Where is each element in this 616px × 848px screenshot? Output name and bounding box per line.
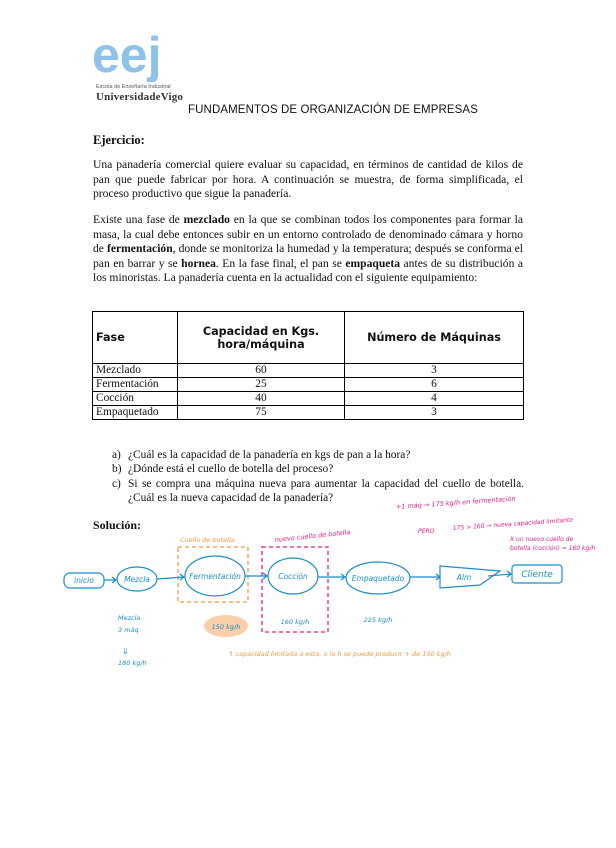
new-capacity-note-1: 175 > 160 ⇒ nueva capacidad limitante bbox=[452, 516, 574, 532]
node-coccion-label: Cocción bbox=[278, 572, 308, 581]
question-marker: b) bbox=[112, 463, 122, 476]
node-inicio-label: inicio bbox=[74, 576, 94, 585]
arrow-icon bbox=[157, 574, 184, 580]
new-capacity-note-3: botella (cocción) = 160 kg/h bbox=[510, 545, 596, 552]
table-cell-capacity: 75 bbox=[178, 406, 345, 420]
process-text: Existe una fase de mezclado en la que se combinan todos los componentes para formar la masa, la cual debe entonces subir en un entorno controlado de denominado cámara y horno de fermentación, donde se monitoriza la humedad y la temperatura; después se conforma el pan en barrar y se hornea. En la fase final, el pan se empaqueta antes de su distribución a los minoristas. La panadería cuenta en la actualidad con el siguiente equipamiento: bbox=[93, 213, 524, 285]
new-bottleneck-label: nuevo cuello de botella bbox=[274, 528, 351, 544]
node-empaquetado-label: Empaquetado bbox=[351, 574, 405, 583]
question-text: Si se compra una máquina nueva para aumentar la capacidad del cuello de botella. ¿Cuál es la nueva capacidad de la panadería? bbox=[128, 477, 524, 504]
table-cell-machines: 3 bbox=[345, 364, 524, 378]
course-title: FUNDAMENTOS DE ORGANIZACIÓN DE EMPRESAS bbox=[188, 104, 478, 116]
empaquetado-capacity: 225 kg/h bbox=[363, 616, 393, 624]
arrow-icon bbox=[104, 577, 116, 583]
logo-subtitle: Escola de Enxeñaría Industrial bbox=[96, 84, 171, 90]
mezcla-note-1: Mezcla bbox=[118, 614, 141, 622]
question-text: ¿Dónde está el cuello de botella del proceso? bbox=[128, 463, 334, 476]
table-cell-machines: 3 bbox=[345, 406, 524, 420]
table-cell-phase: Mezclado bbox=[93, 364, 178, 378]
node-cliente-label: Cliente bbox=[521, 570, 553, 580]
table-cell-phase: Fermentación bbox=[93, 378, 178, 392]
table-cell-phase: Empaquetado bbox=[93, 406, 178, 420]
logo-letters: eej bbox=[92, 30, 162, 82]
table-cell-machines: 6 bbox=[345, 378, 524, 392]
table-cell-phase: Cocción bbox=[93, 392, 178, 406]
table-header-capacity: Capacidad en Kgs. hora/máquina bbox=[178, 312, 345, 364]
arrow-icon bbox=[410, 574, 440, 580]
table-cell-capacity: 60 bbox=[178, 364, 345, 378]
new-capacity-note-2: X un nuevo cuello de bbox=[510, 536, 574, 543]
mezcla-note-3: 180 kg/h bbox=[118, 659, 147, 667]
bottleneck-label: Cuello de botella bbox=[180, 536, 235, 544]
question-text: ¿Cuál es la capacidad de la panadería en kgs de pan a la hora? bbox=[128, 449, 411, 461]
question-marker: c) bbox=[112, 477, 121, 490]
improvement-note: +1 máq ⇒ 175 kg/h en fermentación bbox=[395, 494, 516, 511]
exercise-heading: Ejercicio: bbox=[93, 133, 145, 147]
mezcla-arrow-icon: ⇓ bbox=[122, 647, 129, 656]
fermentacion-capacity: 150 kg/h bbox=[211, 623, 241, 631]
coccion-capacity: 160 kg/h bbox=[280, 618, 310, 626]
question-marker: a) bbox=[112, 449, 121, 461]
node-fermentacion-label: Fermentación bbox=[189, 572, 241, 581]
table-cell-machines: 4 bbox=[345, 392, 524, 406]
solution-heading: Solución: bbox=[93, 518, 142, 532]
table-cell-capacity: 25 bbox=[178, 378, 345, 392]
table-cell-capacity: 40 bbox=[178, 392, 345, 406]
table-header-machines: Número de Máquinas bbox=[345, 312, 524, 364]
logo-university: UniversidadeVigo bbox=[96, 91, 184, 103]
arrow-icon bbox=[318, 574, 345, 580]
pero-label: PERO bbox=[418, 528, 435, 535]
intro-text: Una panadería comercial quiere evaluar su capacidad, en términos de cantidad de kilos de pan que puede fabricar por hora. A continuación se muestra, de forma simplificada, el proceso productivo que sigue la panadería. bbox=[93, 158, 523, 201]
limited-capacity-note: ⇑ capacidad limitada a esta, a la h se puede producir + de 150 kg/h bbox=[228, 650, 451, 658]
node-mezcla-label: Mezcla bbox=[124, 575, 150, 584]
table-header-phase: Fase bbox=[93, 312, 178, 364]
mezcla-note-2: 3 máq bbox=[118, 626, 139, 634]
node-almacen-label: Alm bbox=[456, 573, 472, 582]
